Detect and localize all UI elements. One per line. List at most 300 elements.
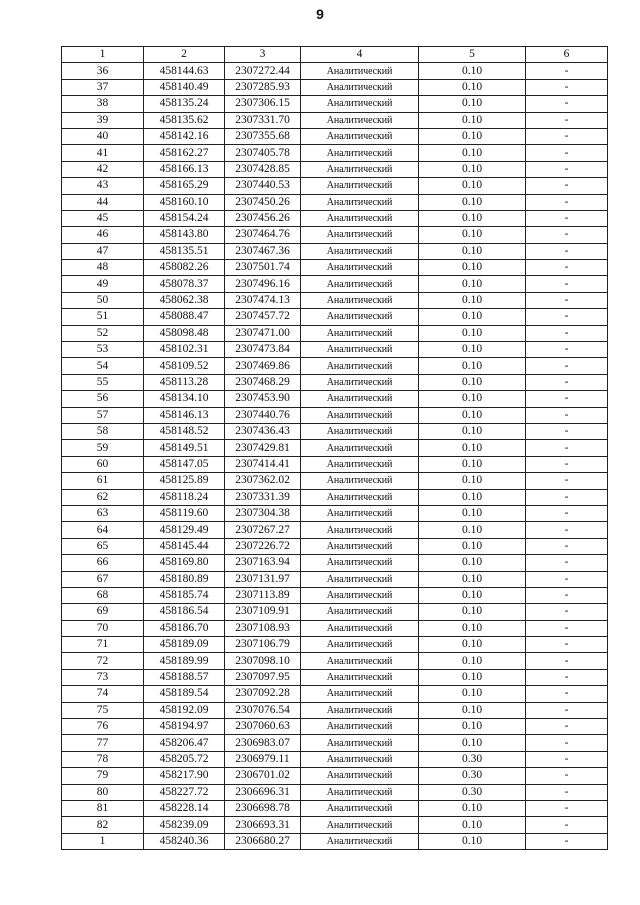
cell-point-number: 60: [62, 456, 144, 472]
cell-accuracy: 0.10: [419, 63, 526, 79]
cell-description: -: [526, 407, 608, 423]
cell-x: 458189.09: [144, 637, 225, 653]
cell-method: Аналитический: [301, 342, 419, 358]
cell-accuracy: 0.10: [419, 374, 526, 390]
table-row: [62, 735, 608, 751]
table-row: [62, 587, 608, 603]
cell-method: Аналитический: [301, 227, 419, 243]
cell-y: 2307405.78: [225, 145, 301, 161]
cell-y: 2307453.90: [225, 391, 301, 407]
header-cell-y: 3: [225, 47, 301, 63]
cell-point-number: 71: [62, 637, 144, 653]
cell-description: -: [526, 63, 608, 79]
header-cell-point-number: 1: [62, 47, 144, 63]
header-cell-method: 4: [301, 47, 419, 63]
cell-description: -: [526, 210, 608, 226]
cell-method: Аналитический: [301, 538, 419, 554]
cell-x: 458148.52: [144, 423, 225, 439]
cell-accuracy: 0.10: [419, 128, 526, 144]
cell-accuracy: 0.10: [419, 587, 526, 603]
cell-x: 458113.28: [144, 374, 225, 390]
cell-y: 2307467.36: [225, 243, 301, 259]
cell-point-number: 77: [62, 735, 144, 751]
cell-x: 458166.13: [144, 161, 225, 177]
table-row: [62, 784, 608, 800]
cell-point-number: 1: [62, 833, 144, 849]
table-row: [62, 522, 608, 538]
cell-method: Аналитический: [301, 210, 419, 226]
cell-y: 2307060.63: [225, 719, 301, 735]
cell-method: Аналитический: [301, 128, 419, 144]
table-row: [62, 260, 608, 276]
cell-method: Аналитический: [301, 276, 419, 292]
cell-x: 458145.44: [144, 538, 225, 554]
cell-x: 458082.26: [144, 260, 225, 276]
cell-x: 458088.47: [144, 309, 225, 325]
cell-x: 458134.10: [144, 391, 225, 407]
cell-accuracy: 0.10: [419, 407, 526, 423]
header-cell-description: 6: [526, 47, 608, 63]
cell-point-number: 43: [62, 178, 144, 194]
cell-method: Аналитический: [301, 96, 419, 112]
cell-y: 2307428.85: [225, 161, 301, 177]
table-row: [62, 374, 608, 390]
cell-y: 2307474.13: [225, 292, 301, 308]
table-row: [62, 407, 608, 423]
header-cell-accuracy: 5: [419, 47, 526, 63]
cell-description: -: [526, 276, 608, 292]
cell-y: 2306979.11: [225, 751, 301, 767]
cell-description: -: [526, 604, 608, 620]
cell-method: Аналитический: [301, 620, 419, 636]
cell-method: Аналитический: [301, 358, 419, 374]
cell-description: -: [526, 768, 608, 784]
cell-method: Аналитический: [301, 702, 419, 718]
cell-method: Аналитический: [301, 669, 419, 685]
cell-method: Аналитический: [301, 440, 419, 456]
cell-y: 2307108.93: [225, 620, 301, 636]
cell-x: 458185.74: [144, 587, 225, 603]
cell-description: -: [526, 669, 608, 685]
table-row: [62, 653, 608, 669]
cell-description: -: [526, 374, 608, 390]
table-row: [62, 63, 608, 79]
cell-x: 458154.24: [144, 210, 225, 226]
cell-point-number: 61: [62, 473, 144, 489]
cell-y: 2307429.81: [225, 440, 301, 456]
cell-x: 458217.90: [144, 768, 225, 784]
cell-method: Аналитический: [301, 817, 419, 833]
cell-x: 458140.49: [144, 79, 225, 95]
cell-point-number: 69: [62, 604, 144, 620]
cell-point-number: 73: [62, 669, 144, 685]
cell-x: 458186.70: [144, 620, 225, 636]
cell-description: -: [526, 161, 608, 177]
cell-method: Аналитический: [301, 423, 419, 439]
cell-description: -: [526, 817, 608, 833]
cell-description: -: [526, 505, 608, 521]
cell-x: 458135.24: [144, 96, 225, 112]
cell-y: 2307131.97: [225, 571, 301, 587]
table-row: [62, 309, 608, 325]
cell-x: 458188.57: [144, 669, 225, 685]
cell-y: 2307457.72: [225, 309, 301, 325]
cell-method: Аналитический: [301, 768, 419, 784]
cell-x: 458144.63: [144, 63, 225, 79]
table-row: [62, 440, 608, 456]
cell-y: 2306983.07: [225, 735, 301, 751]
table-row: [62, 178, 608, 194]
cell-description: -: [526, 243, 608, 259]
cell-accuracy: 0.10: [419, 505, 526, 521]
cell-method: Аналитический: [301, 309, 419, 325]
cell-method: Аналитический: [301, 522, 419, 538]
cell-x: 458192.09: [144, 702, 225, 718]
cell-y: 2307106.79: [225, 637, 301, 653]
cell-method: Аналитический: [301, 260, 419, 276]
table-row: [62, 112, 608, 128]
cell-method: Аналитический: [301, 112, 419, 128]
cell-description: -: [526, 555, 608, 571]
cell-description: -: [526, 96, 608, 112]
cell-accuracy: 0.10: [419, 817, 526, 833]
table-row: [62, 423, 608, 439]
cell-point-number: 36: [62, 63, 144, 79]
cell-method: Аналитический: [301, 637, 419, 653]
cell-y: 2307226.72: [225, 538, 301, 554]
cell-accuracy: 0.10: [419, 227, 526, 243]
cell-accuracy: 0.10: [419, 161, 526, 177]
cell-description: -: [526, 260, 608, 276]
cell-x: 458146.13: [144, 407, 225, 423]
cell-point-number: 45: [62, 210, 144, 226]
table-row: [62, 194, 608, 210]
cell-method: Аналитический: [301, 784, 419, 800]
cell-point-number: 54: [62, 358, 144, 374]
cell-accuracy: 0.10: [419, 604, 526, 620]
cell-description: -: [526, 637, 608, 653]
cell-point-number: 67: [62, 571, 144, 587]
cell-y: 2307272.44: [225, 63, 301, 79]
cell-accuracy: 0.10: [419, 358, 526, 374]
cell-point-number: 79: [62, 768, 144, 784]
cell-point-number: 44: [62, 194, 144, 210]
cell-method: Аналитический: [301, 604, 419, 620]
cell-accuracy: 0.10: [419, 702, 526, 718]
cell-point-number: 70: [62, 620, 144, 636]
cell-accuracy: 0.10: [419, 178, 526, 194]
table-row: [62, 145, 608, 161]
cell-method: Аналитический: [301, 489, 419, 505]
table-row: [62, 669, 608, 685]
cell-description: -: [526, 128, 608, 144]
cell-description: -: [526, 620, 608, 636]
coordinates-table: [61, 46, 608, 850]
cell-point-number: 81: [62, 800, 144, 816]
cell-x: 458228.14: [144, 800, 225, 816]
table-row: [62, 292, 608, 308]
cell-accuracy: 0.10: [419, 112, 526, 128]
cell-x: 458062.38: [144, 292, 225, 308]
cell-description: -: [526, 653, 608, 669]
cell-description: -: [526, 833, 608, 849]
cell-y: 2307285.93: [225, 79, 301, 95]
table-row: [62, 358, 608, 374]
cell-description: -: [526, 79, 608, 95]
cell-y: 2306698.78: [225, 800, 301, 816]
cell-accuracy: 0.10: [419, 522, 526, 538]
cell-description: -: [526, 686, 608, 702]
cell-x: 458135.51: [144, 243, 225, 259]
cell-y: 2306693.31: [225, 817, 301, 833]
table-row: [62, 817, 608, 833]
cell-y: 2307362.02: [225, 473, 301, 489]
cell-y: 2307469.86: [225, 358, 301, 374]
cell-accuracy: 0.10: [419, 637, 526, 653]
cell-description: -: [526, 391, 608, 407]
cell-point-number: 65: [62, 538, 144, 554]
cell-description: -: [526, 309, 608, 325]
cell-y: 2307473.84: [225, 342, 301, 358]
table-row: [62, 751, 608, 767]
cell-point-number: 76: [62, 719, 144, 735]
cell-description: -: [526, 751, 608, 767]
cell-method: Аналитический: [301, 719, 419, 735]
cell-accuracy: 0.30: [419, 784, 526, 800]
cell-y: 2307113.89: [225, 587, 301, 603]
cell-point-number: 56: [62, 391, 144, 407]
cell-point-number: 41: [62, 145, 144, 161]
cell-accuracy: 0.10: [419, 243, 526, 259]
table-row: [62, 243, 608, 259]
cell-point-number: 82: [62, 817, 144, 833]
cell-y: 2307267.27: [225, 522, 301, 538]
cell-x: 458118.24: [144, 489, 225, 505]
table-row: [62, 571, 608, 587]
table-row: [62, 604, 608, 620]
cell-point-number: 52: [62, 325, 144, 341]
cell-point-number: 59: [62, 440, 144, 456]
cell-method: Аналитический: [301, 686, 419, 702]
cell-description: -: [526, 178, 608, 194]
cell-accuracy: 0.10: [419, 79, 526, 95]
cell-accuracy: 0.10: [419, 686, 526, 702]
cell-x: 458135.62: [144, 112, 225, 128]
cell-description: -: [526, 292, 608, 308]
cell-y: 2307414.41: [225, 456, 301, 472]
cell-method: Аналитический: [301, 800, 419, 816]
cell-y: 2307501.74: [225, 260, 301, 276]
cell-description: -: [526, 587, 608, 603]
cell-x: 458206.47: [144, 735, 225, 751]
table-row: [62, 538, 608, 554]
cell-y: 2307097.95: [225, 669, 301, 685]
table-row: [62, 637, 608, 653]
cell-accuracy: 0.10: [419, 735, 526, 751]
cell-description: -: [526, 227, 608, 243]
cell-y: 2307468.29: [225, 374, 301, 390]
cell-x: 458165.29: [144, 178, 225, 194]
cell-x: 458102.31: [144, 342, 225, 358]
table-row: [62, 96, 608, 112]
cell-description: -: [526, 342, 608, 358]
cell-method: Аналитический: [301, 653, 419, 669]
table-row: [62, 833, 608, 849]
table-row: [62, 210, 608, 226]
cell-accuracy: 0.10: [419, 276, 526, 292]
cell-description: -: [526, 112, 608, 128]
cell-point-number: 37: [62, 79, 144, 95]
cell-point-number: 50: [62, 292, 144, 308]
cell-y: 2307464.76: [225, 227, 301, 243]
table-row: [62, 800, 608, 816]
cell-x: 458186.54: [144, 604, 225, 620]
table-row: [62, 702, 608, 718]
cell-y: 2307092.28: [225, 686, 301, 702]
cell-point-number: 38: [62, 96, 144, 112]
cell-y: 2307440.53: [225, 178, 301, 194]
cell-description: -: [526, 571, 608, 587]
cell-x: 458180.89: [144, 571, 225, 587]
cell-x: 458160.10: [144, 194, 225, 210]
cell-description: -: [526, 440, 608, 456]
cell-method: Аналитический: [301, 555, 419, 571]
cell-y: 2307331.39: [225, 489, 301, 505]
cell-y: 2306680.27: [225, 833, 301, 849]
table-row: [62, 768, 608, 784]
cell-x: 458098.48: [144, 325, 225, 341]
cell-method: Аналитический: [301, 194, 419, 210]
cell-y: 2307109.91: [225, 604, 301, 620]
cell-x: 458142.16: [144, 128, 225, 144]
cell-y: 2306696.31: [225, 784, 301, 800]
cell-method: Аналитический: [301, 505, 419, 521]
table-row: [62, 161, 608, 177]
cell-point-number: 72: [62, 653, 144, 669]
cell-accuracy: 0.10: [419, 620, 526, 636]
cell-method: Аналитический: [301, 374, 419, 390]
cell-accuracy: 0.10: [419, 653, 526, 669]
cell-point-number: 58: [62, 423, 144, 439]
cell-method: Аналитический: [301, 243, 419, 259]
cell-method: Аналитический: [301, 292, 419, 308]
cell-point-number: 66: [62, 555, 144, 571]
cell-accuracy: 0.10: [419, 309, 526, 325]
cell-y: 2307304.38: [225, 505, 301, 521]
cell-description: -: [526, 423, 608, 439]
page-number: 9: [316, 6, 324, 22]
cell-point-number: 57: [62, 407, 144, 423]
cell-method: Аналитический: [301, 63, 419, 79]
cell-method: Аналитический: [301, 407, 419, 423]
cell-accuracy: 0.10: [419, 194, 526, 210]
cell-method: Аналитический: [301, 79, 419, 95]
cell-description: -: [526, 358, 608, 374]
cell-x: 458169.80: [144, 555, 225, 571]
cell-y: 2307440.76: [225, 407, 301, 423]
cell-y: 2307471.00: [225, 325, 301, 341]
cell-accuracy: 0.30: [419, 768, 526, 784]
cell-accuracy: 0.10: [419, 145, 526, 161]
header-cell-x: 2: [144, 47, 225, 63]
cell-point-number: 42: [62, 161, 144, 177]
cell-x: 458227.72: [144, 784, 225, 800]
cell-description: -: [526, 489, 608, 505]
cell-accuracy: 0.10: [419, 538, 526, 554]
cell-method: Аналитический: [301, 833, 419, 849]
cell-point-number: 46: [62, 227, 144, 243]
cell-y: 2306701.02: [225, 768, 301, 784]
table-row: [62, 719, 608, 735]
cell-y: 2307436.43: [225, 423, 301, 439]
cell-description: -: [526, 145, 608, 161]
cell-accuracy: 0.10: [419, 423, 526, 439]
cell-point-number: 78: [62, 751, 144, 767]
cell-accuracy: 0.10: [419, 440, 526, 456]
cell-point-number: 55: [62, 374, 144, 390]
cell-accuracy: 0.10: [419, 325, 526, 341]
cell-accuracy: 0.10: [419, 669, 526, 685]
cell-method: Аналитический: [301, 145, 419, 161]
cell-accuracy: 0.10: [419, 833, 526, 849]
cell-accuracy: 0.10: [419, 292, 526, 308]
cell-method: Аналитический: [301, 178, 419, 194]
cell-point-number: 48: [62, 260, 144, 276]
cell-method: Аналитический: [301, 456, 419, 472]
cell-method: Аналитический: [301, 751, 419, 767]
table-body: [62, 63, 608, 850]
cell-accuracy: 0.10: [419, 571, 526, 587]
cell-x: 458109.52: [144, 358, 225, 374]
table-row: [62, 227, 608, 243]
cell-point-number: 62: [62, 489, 144, 505]
table-row: [62, 505, 608, 521]
table-row: [62, 128, 608, 144]
cell-y: 2307456.26: [225, 210, 301, 226]
cell-point-number: 49: [62, 276, 144, 292]
cell-accuracy: 0.10: [419, 260, 526, 276]
cell-accuracy: 0.30: [419, 751, 526, 767]
cell-y: 2307076.54: [225, 702, 301, 718]
cell-y: 2307331.70: [225, 112, 301, 128]
cell-method: Аналитический: [301, 161, 419, 177]
cell-point-number: 53: [62, 342, 144, 358]
cell-accuracy: 0.10: [419, 456, 526, 472]
table-row: [62, 686, 608, 702]
cell-point-number: 39: [62, 112, 144, 128]
cell-accuracy: 0.10: [419, 555, 526, 571]
cell-x: 458147.05: [144, 456, 225, 472]
cell-accuracy: 0.10: [419, 210, 526, 226]
cell-accuracy: 0.10: [419, 391, 526, 407]
cell-y: 2307306.15: [225, 96, 301, 112]
cell-x: 458189.99: [144, 653, 225, 669]
cell-method: Аналитический: [301, 473, 419, 489]
table-row: [62, 473, 608, 489]
cell-x: 458189.54: [144, 686, 225, 702]
cell-point-number: 64: [62, 522, 144, 538]
header-row: [62, 47, 608, 63]
cell-description: -: [526, 473, 608, 489]
cell-point-number: 40: [62, 128, 144, 144]
cell-description: -: [526, 325, 608, 341]
table-row: [62, 620, 608, 636]
table-row: [62, 79, 608, 95]
cell-y: 2307450.26: [225, 194, 301, 210]
cell-y: 2307496.16: [225, 276, 301, 292]
cell-method: Аналитический: [301, 735, 419, 751]
cell-point-number: 63: [62, 505, 144, 521]
